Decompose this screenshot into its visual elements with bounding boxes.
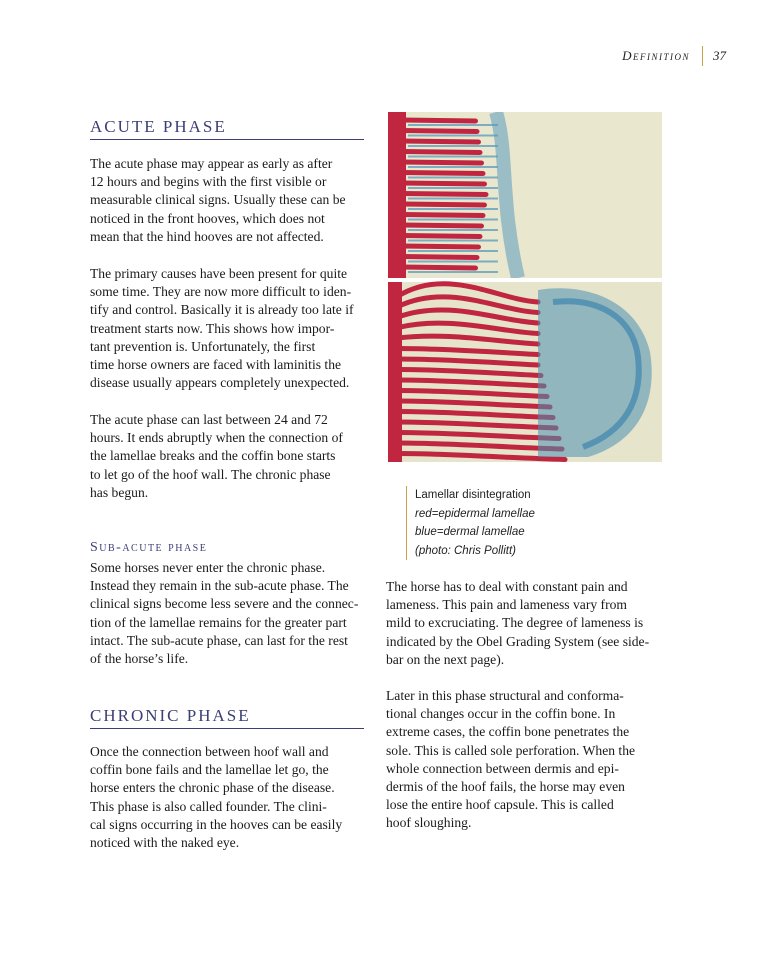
acute-paragraph-2 [90,265,366,392]
subacute-paragraph [90,559,366,668]
chronic-phase-heading: CHRONIC PHASE [90,706,364,729]
text-line: extreme cases, the coffin bone penetrates the [386,724,630,740]
text-line: Once the connection between hoof wall and [90,744,329,759]
text-line: The acute phase can last between 24 and 72 [90,412,328,427]
text-line: to let go of the hoof wall. The chronic phase [90,466,331,482]
text-line: noticed in the front hooves, which does not [90,210,325,226]
text-line: whole connection between dermis and epi- [386,760,619,776]
figure-caption [406,486,535,560]
caption-line: blue=dermal lamellae [415,526,525,538]
text-line: The acute phase may appear as early as after [90,156,333,171]
text-line: measurable clinical signs. Usually these can be [90,192,346,208]
acute-paragraph-3 [90,411,366,502]
text-line: indicated by the Obel Grading System (see side- [386,633,650,649]
text-line: disease usually appears completely unexpected. [90,375,350,391]
text-line: of the horse’s life. [90,651,189,667]
running-head-title: Definition [622,48,690,63]
text-line: coffin bone fails and the lamellae let go, the [90,762,329,778]
text-line: treatment starts now. This shows how impor- [90,320,335,336]
text-line: tion of the lamellae remains for the greater part [90,614,347,630]
text-line: some time. They are now more difficult to iden- [90,284,352,300]
text-line: cal signs occurring in the hooves can be easily [90,816,343,832]
right-paragraph-1 [386,578,662,669]
text-line: intact. The sub-acute phase, can last for the rest [90,632,348,648]
text-line: mild to excruciating. The degree of lameness is [386,615,644,631]
chronic-paragraph [90,743,366,852]
running-head [622,46,726,66]
text-line: bar on the next page). [386,651,505,667]
text-line: lose the entire hoof capsule. This is called [386,797,614,813]
running-head-divider [702,46,703,66]
text-line: tify and control. Basically it is already too late if [90,302,354,318]
caption-title: Lamellar disintegration [415,489,531,501]
text-line: The primary causes have been present for quite [90,266,348,281]
text-line: sole. This is called sole perforation. When the [386,742,636,758]
text-line: time horse owners are faced with laminitis the [90,357,342,373]
text-line: clinical signs become less severe and the connec- [90,596,359,612]
page-number: 37 [713,48,726,63]
text-line: Instead they remain in the sub-acute phase. The [90,578,349,594]
text-line: has begun. [90,484,149,500]
acute-phase-heading: ACUTE PHASE [90,117,364,140]
text-line: The horse has to deal with constant pain and [386,579,628,594]
text-line: This phase is also called founder. The clini- [90,798,327,814]
text-line: horse enters the chronic phase of the disease. [90,780,335,796]
text-line: Some horses never enter the chronic phase. [90,560,326,575]
caption-line: (photo: Chris Pollitt) [415,544,516,557]
caption-line: red=epidermal lamellae [415,507,535,520]
subacute-phase-heading: Sub-acute phase [90,540,208,555]
text-line: tional changes occur in the coffin bone. In [386,706,616,722]
text-line: mean that the hind hooves are not affected. [90,228,324,244]
micrograph-illustration [388,112,662,462]
text-line: noticed with the naked eye. [90,835,240,851]
text-line: dermis of the hoof fails, the horse may even [386,779,625,795]
text-line: 12 hours and begins with the first visible or [90,174,327,190]
right-paragraph-2 [386,687,662,833]
text-line: Later in this phase structural and conforma- [386,688,624,703]
text-line: tant prevention is. Unfortunately, the first [90,338,316,354]
text-line: hours. It ends abruptly when the connection of [90,430,343,446]
lamellae-micrograph [388,112,662,462]
text-line: hoof sloughing. [386,815,472,831]
text-line: the lamellae breaks and the coffin bone starts [90,448,336,464]
text-line: lameness. This pain and lameness vary from [386,597,627,613]
acute-paragraph-1 [90,155,366,246]
